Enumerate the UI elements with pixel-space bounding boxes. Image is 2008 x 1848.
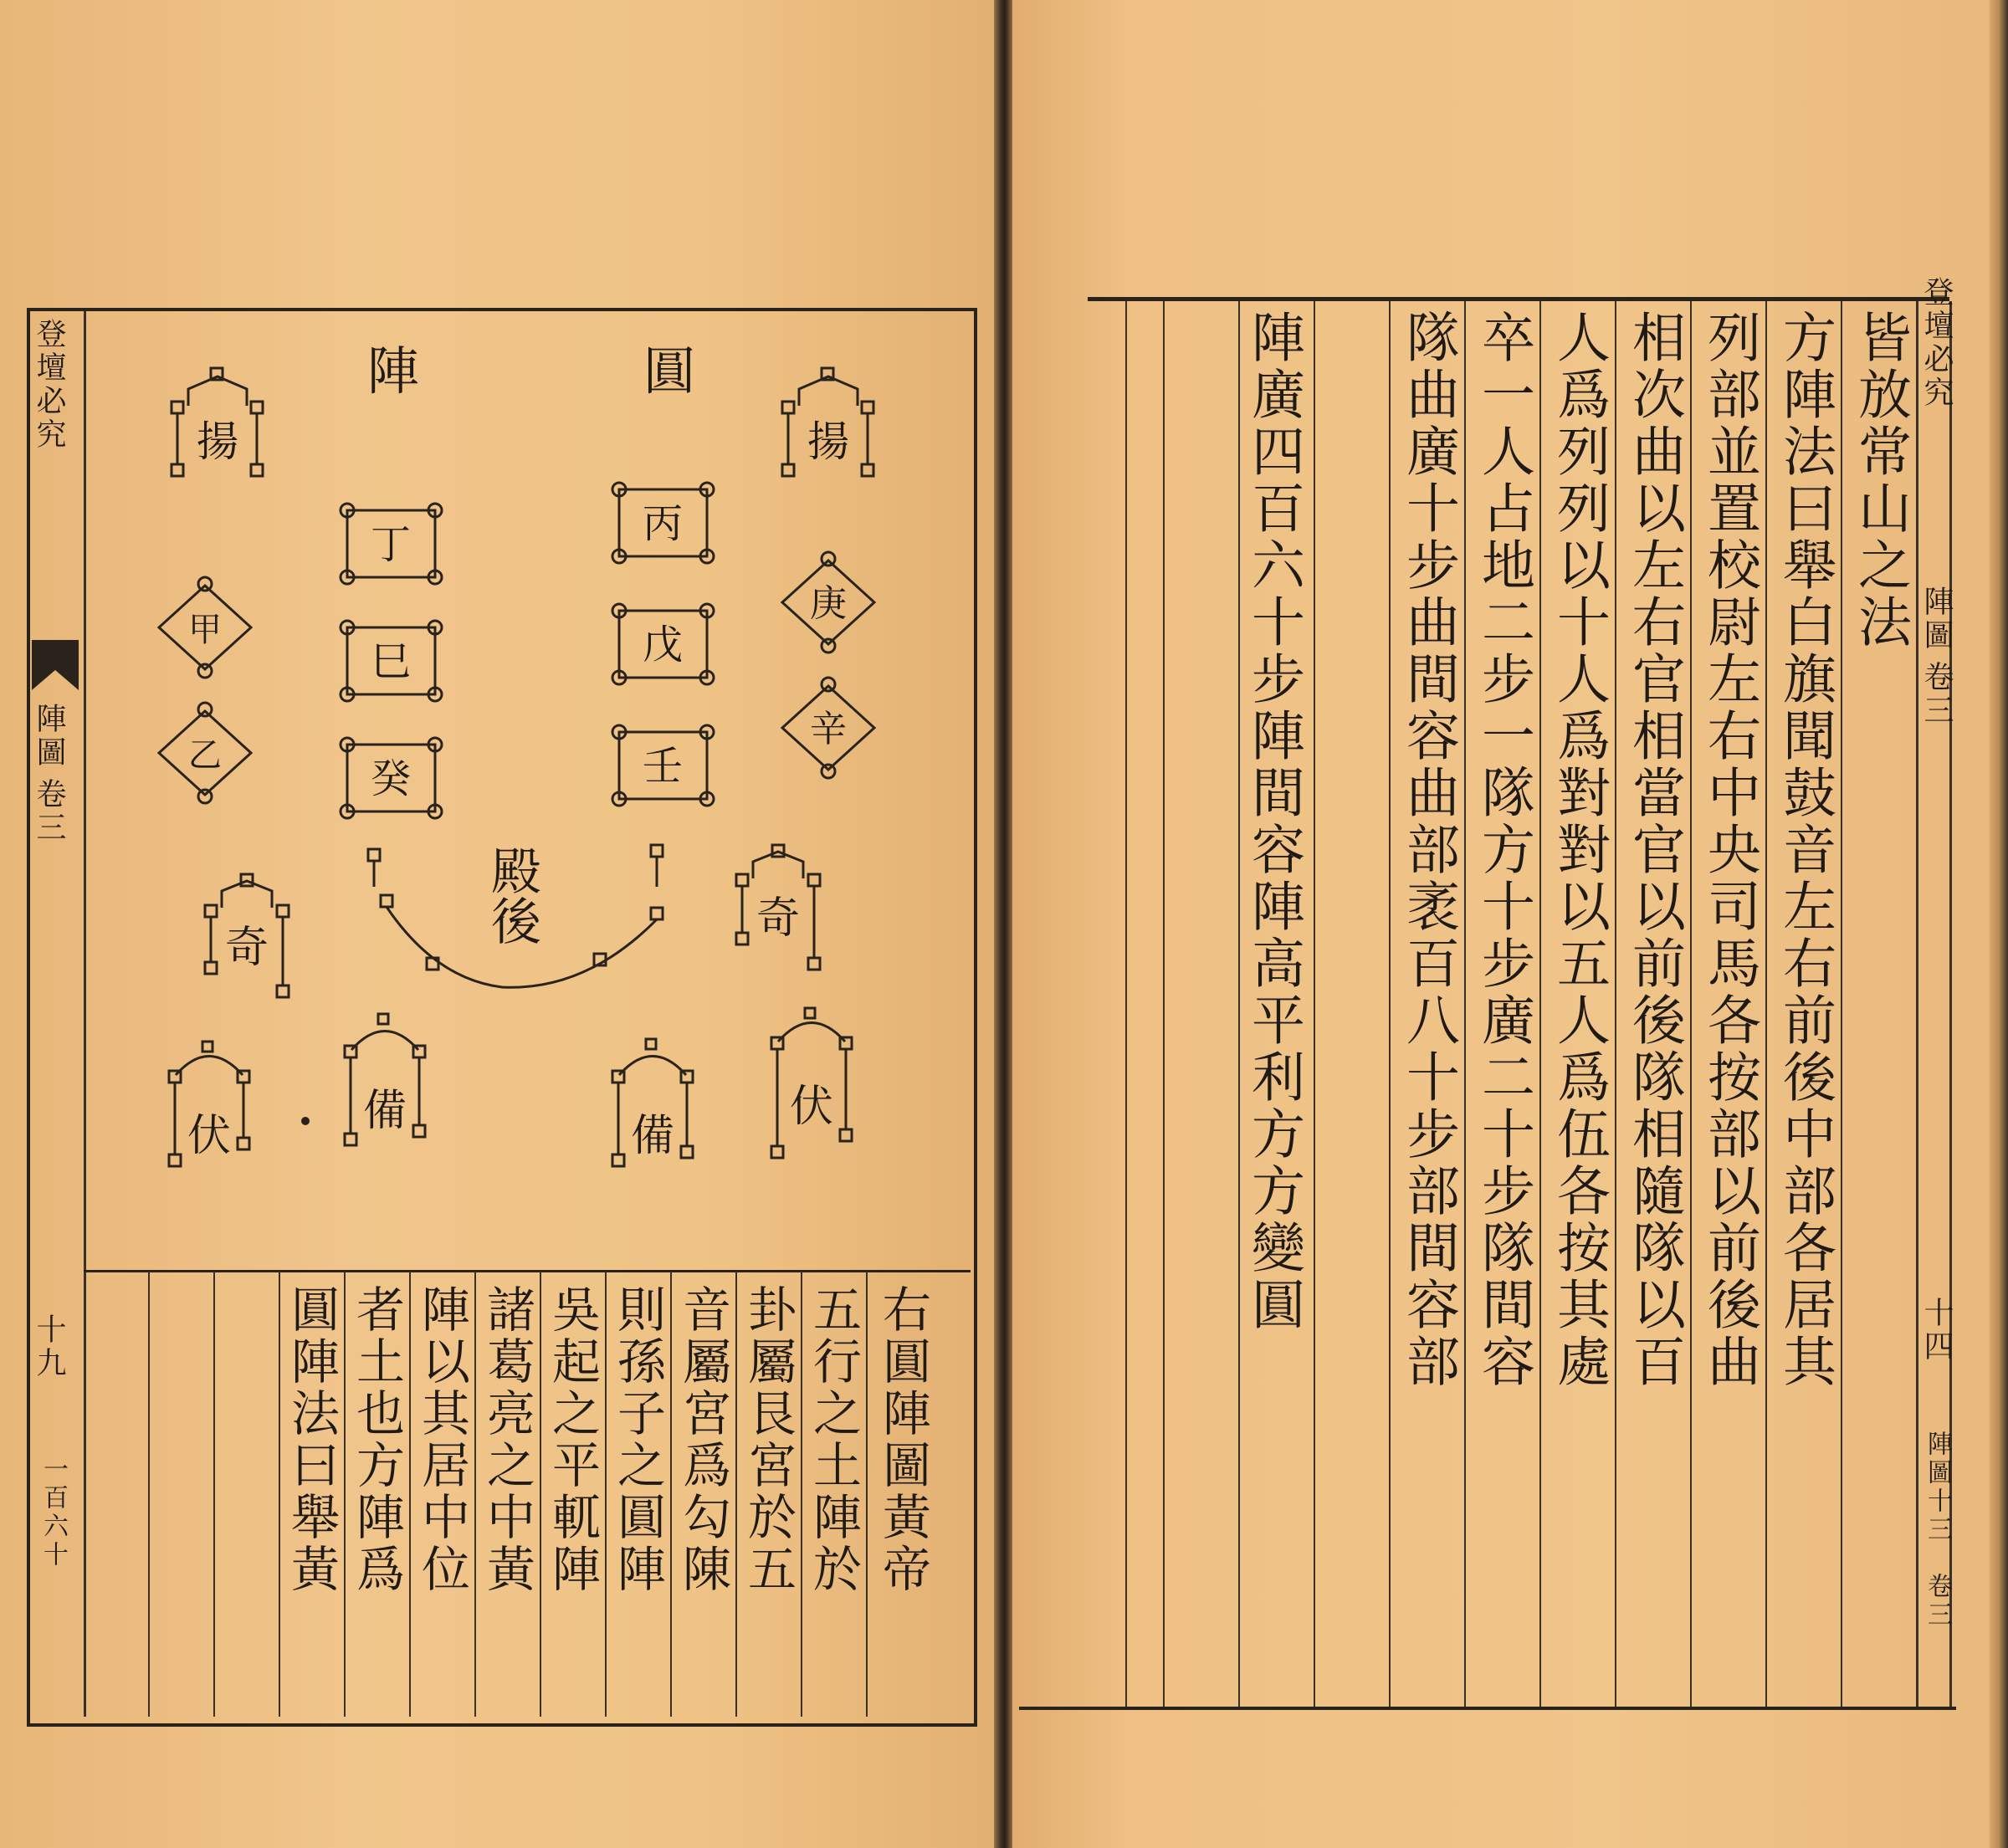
left-margin-juan: 卷三 — [32, 778, 66, 845]
label-yang-left: 揚 — [197, 417, 238, 466]
title-yuan: 圓 — [643, 340, 696, 402]
left-col-rule — [279, 1272, 280, 1717]
round-formation-diagram — [84, 310, 967, 1272]
label-geng: 庚 — [810, 582, 847, 625]
commentary-column: 吳起之平軏陣 — [544, 1284, 601, 1595]
right-col-rule — [1765, 301, 1767, 1707]
left-margin-folio-small: 一百六十 — [38, 1456, 68, 1569]
commentary-column: 諸葛亮之中黃 — [479, 1284, 535, 1595]
right-page-top-rule — [1088, 297, 1949, 301]
commentary-column: 五行之土陣於 — [805, 1284, 862, 1595]
right-col-rule — [1464, 301, 1466, 1707]
label-bing: 丙 — [642, 500, 684, 547]
left-col-rule — [148, 1272, 150, 1717]
left-col-rule — [474, 1272, 476, 1717]
left-col-rule — [409, 1272, 411, 1717]
right-page-bottom-rule — [1019, 1707, 1956, 1710]
right-margin-title: 登壇必究 — [1919, 276, 1954, 410]
left-margin-section: 陣圖 — [32, 703, 66, 770]
label-dianhou: 殿後 — [483, 845, 541, 945]
commentary-column: 圓陣法曰舉黃 — [283, 1284, 340, 1595]
right-margin-rule — [1916, 301, 1918, 1707]
label-fu-right: 伏 — [789, 1082, 834, 1132]
left-col-rule — [801, 1272, 802, 1717]
label-bei-left: 備 — [362, 1086, 407, 1136]
commentary-column: 卦屬艮宮於五 — [740, 1284, 797, 1595]
right-col-rule — [1238, 301, 1240, 1707]
right-col-rule — [1125, 301, 1127, 1707]
commentary-column: 右圓陣圖黃帝 — [874, 1284, 931, 1595]
right-col-rule — [1389, 301, 1391, 1707]
text-column: 皆放常山之法 — [1849, 310, 1911, 651]
right-col-rule — [1690, 301, 1692, 1707]
label-wu: 戊 — [642, 622, 684, 668]
right-col-rule — [1314, 301, 1315, 1707]
text-column: 隊曲廣十步曲間容曲部袤百八十步部間容部 — [1397, 310, 1459, 1390]
left-margin-title: 登壇必究 — [32, 318, 66, 452]
right-margin-bottom: 陣圖十三 卷三 — [1923, 1431, 1952, 1630]
label-bei-right: 備 — [630, 1111, 675, 1161]
left-col-rule — [540, 1272, 541, 1717]
label-gui: 癸 — [370, 755, 412, 802]
right-col-rule — [1163, 301, 1165, 1707]
page-edge — [1990, 0, 2008, 1848]
label-ren: 壬 — [642, 743, 684, 790]
right-margin-folio: 十四 — [1919, 1297, 1954, 1364]
title-zhen: 陣 — [366, 340, 420, 402]
right-margin-section: 陣圖 — [1919, 586, 1954, 653]
text-column: 相次曲以左右官相當官以前後隊相隨隊以百 — [1623, 310, 1685, 1390]
label-qi-right: 奇 — [756, 893, 801, 944]
text-column: 方陣法曰舉白旗聞鼓音左右前後中部各居其 — [1774, 310, 1836, 1390]
left-margin-folio: 十九 — [32, 1313, 66, 1380]
left-col-rule — [735, 1272, 737, 1717]
commentary-column: 者土也方陣爲 — [348, 1284, 405, 1595]
label-xin: 辛 — [810, 708, 847, 750]
text-column: 陣廣四百六十步陣間容陣高平利方方變圓 — [1242, 310, 1304, 1334]
text-column: 卒一人占地二步一隊方十步廣二十步隊間容 — [1473, 310, 1534, 1390]
ink-dot — [301, 1117, 310, 1125]
text-column: 列部並置校尉左右中央司馬各按部以前後曲 — [1698, 310, 1760, 1390]
left-col-rule — [866, 1272, 868, 1717]
commentary-column: 音屬宮爲勾陳 — [674, 1284, 731, 1595]
left-col-rule — [605, 1272, 607, 1717]
label-jia: 甲 — [188, 611, 222, 649]
left-col-rule — [213, 1272, 215, 1717]
label-yang-right: 揚 — [807, 417, 849, 466]
commentary-column: 陣以其居中位 — [413, 1284, 470, 1595]
book-gutter — [994, 0, 1012, 1848]
left-col-rule — [344, 1272, 346, 1717]
right-col-rule — [1539, 301, 1541, 1707]
right-margin-juan: 卷三 — [1919, 661, 1954, 728]
label-ding: 丁 — [370, 521, 412, 568]
label-ji: 巳 — [370, 638, 412, 685]
right-col-rule — [1841, 301, 1842, 1707]
left-col-rule — [670, 1272, 672, 1717]
commentary-column: 則孫子之圓陣 — [609, 1284, 666, 1595]
label-yi: 乙 — [188, 736, 222, 775]
right-col-rule — [1615, 301, 1616, 1707]
label-fu-left: 伏 — [187, 1111, 232, 1161]
label-qi-left: 奇 — [224, 923, 269, 973]
text-column: 人爲列列以十人爲對對以五人爲伍各按其處 — [1548, 310, 1610, 1390]
